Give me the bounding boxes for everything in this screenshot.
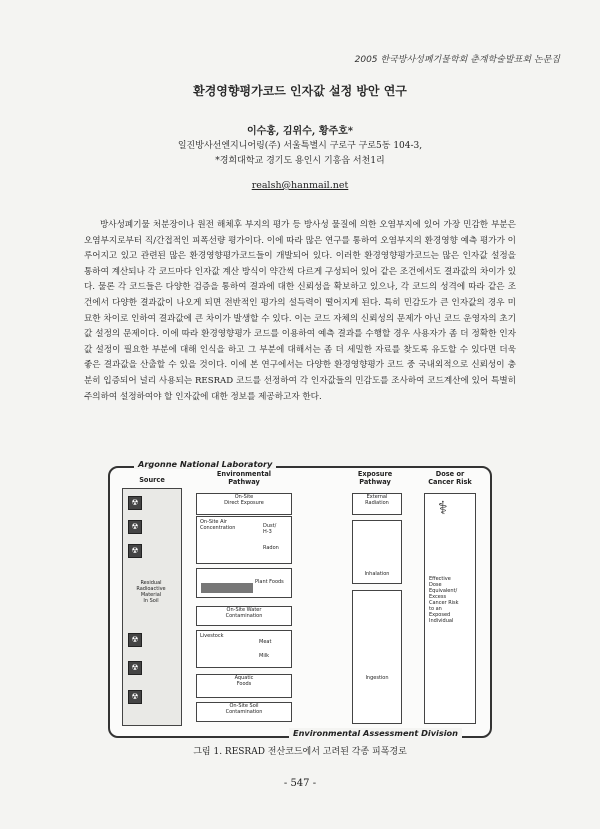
page-number: - 547 -: [283, 778, 317, 789]
external-radiation-box: [352, 493, 402, 515]
soil-layer-icon: [201, 583, 253, 593]
inhalation-box: [352, 520, 402, 584]
abstract-text: 방사성폐기물 처분장이나 원전 해체후 부지의 평가 등 방사성 물질에 의한 오염부지에 있어 가장 민감한 부분은 오염부지로부터 직/간접적인 피폭선량 평가이다. 이에 따라 많은 연구를 통하여 오염부지의 환경영향 예측 평가가 이루어지고 있고 관련된 많은 환경영향평가코드들이 개발되어 있다. 이러한 환경영향평가코드는 많은 인자값 설정을 통하여 계산되나 각 코드마다 인자값 계산 방식이 약간씩 다르게 구성되어 있어 같은 조건에서도 결과값의 차이가 있다. 물론 각 코드들은 다양한 검증을 통하여 결과에 대한 신뢰성을 확보하고 있으나, 각 코드의 성격에 따라 같은 조건에서 다양한 결과값이 나오게 되면 전반적인 평가의 설득력이 떨어지게 된다. 특히 민감도가 큰 인자값의 경우 미묘한 차이로 인하여 결과값에 큰 차이가 발생할 수 있다. 이는 코드 자체의 신뢰성의 문제가 아닌 코드 운영자의 초기값 설정의 문제이다. 이에 따라 환경영향평가 코드를 이용하여 예측 결과를 수행할 경우 사용자가 좀 더 정확한 인자값 설정이 필요한 부분에 대해 인식을 하고 그 부분에 대해서는 좀 더 세밀한 자료를 찾도록 유도할 수 있다면 더욱 좋은 결과값을 산출할 수 있을 것이다. 이에 본 연구에서는 다양한 환경영향평가 코드 중 국내외적으로 신뢰성이 충분히 입증되어 널리 사용되는 RESRAD 코드를 선정하여 각 인자값들의 민감도를 조사하여 코드계산에 있어 특별히 주의하여 설정하여야 할 인자값에 대한 정보를 제공하고자 한다.: [84, 220, 516, 402]
affiliation-1: 일진방사선엔지니어링(주) 서울특별시 구로구 구로5동 104-3,: [177, 141, 423, 151]
inhalation-label: Inhalation: [364, 571, 390, 577]
milk-label: Milk: [259, 653, 269, 659]
caduceus-icon: ⚕: [438, 498, 448, 519]
aquatic-foods-box: [196, 674, 292, 698]
affiliation-2: *경희대학교 경기도 용인시 기흥읍 서천1리: [215, 156, 385, 166]
soil-contamination-label: On-Site Soil Contamination: [225, 703, 263, 715]
figure-top-label: Argonne National Laboratory: [134, 459, 276, 469]
radiation-hazard-icon: ☢: [128, 690, 142, 704]
aquatic-foods-label: Aquatic Foods: [234, 675, 254, 687]
radiation-hazard-icon: ☢: [128, 520, 142, 534]
column-dose-header: Dose or Cancer Risk: [428, 470, 472, 486]
dose-risk-label: Effective Dose Equivalent/ Excess Cancer Risk to an Exposed Individual: [429, 576, 459, 624]
air-concentration-box: [196, 516, 292, 564]
column-pathway-header: Environmental Pathway: [216, 470, 272, 486]
author-email-link[interactable]: realsh@hanmail.net: [251, 180, 349, 191]
water-contamination-label: On-Site Water Contamination: [225, 607, 263, 619]
air-concentration-label: On-Site Air Concentration: [200, 519, 236, 531]
meat-label: Meat: [259, 639, 272, 645]
dose-risk-box: [424, 493, 476, 724]
ingestion-box: [352, 590, 402, 724]
soil-contamination-box: [196, 702, 292, 722]
radon-label: Radon: [263, 545, 279, 551]
radiation-hazard-icon: ☢: [128, 661, 142, 675]
water-contamination-box: [196, 606, 292, 626]
resrad-pathway-figure: [104, 458, 496, 740]
radiation-hazard-icon: ☢: [128, 496, 142, 510]
dust-label: Dust/ H-3: [263, 523, 277, 535]
figure-caption: 그림 1. RESRAD 전산코드에서 고려된 각종 피폭경로: [193, 747, 407, 757]
external-radiation-label: External Radiation: [365, 494, 389, 506]
livestock-box: [196, 630, 292, 668]
ingestion-label: Ingestion: [365, 675, 389, 681]
column-exposure-header: Exposure Pathway: [357, 470, 393, 486]
plant-foods-box: [196, 568, 292, 598]
paper-title: 환경영향평가코드 인자값 설정 방안 연구: [193, 84, 407, 98]
direct-exposure-box: [196, 493, 292, 515]
column-source-header: Source: [139, 476, 165, 484]
radiation-hazard-icon: ☢: [128, 633, 142, 647]
proceedings-header: 2005 한국방사성폐기물학회 춘계학술발표회 논문집: [354, 55, 560, 65]
direct-exposure-label: On-Site Direct Exposure: [224, 494, 264, 506]
figure-bottom-label: Environmental Assessment Division: [289, 728, 462, 738]
plant-foods-label: Plant Foods: [255, 579, 284, 585]
livestock-label: Livestock: [200, 633, 224, 639]
abstract: [84, 218, 516, 405]
authors: 이수홍, 김위수, 황주호*: [246, 126, 354, 137]
radiation-hazard-icon: ☢: [128, 544, 142, 558]
source-label: Residual Radioactive Material In Soil: [136, 580, 166, 604]
